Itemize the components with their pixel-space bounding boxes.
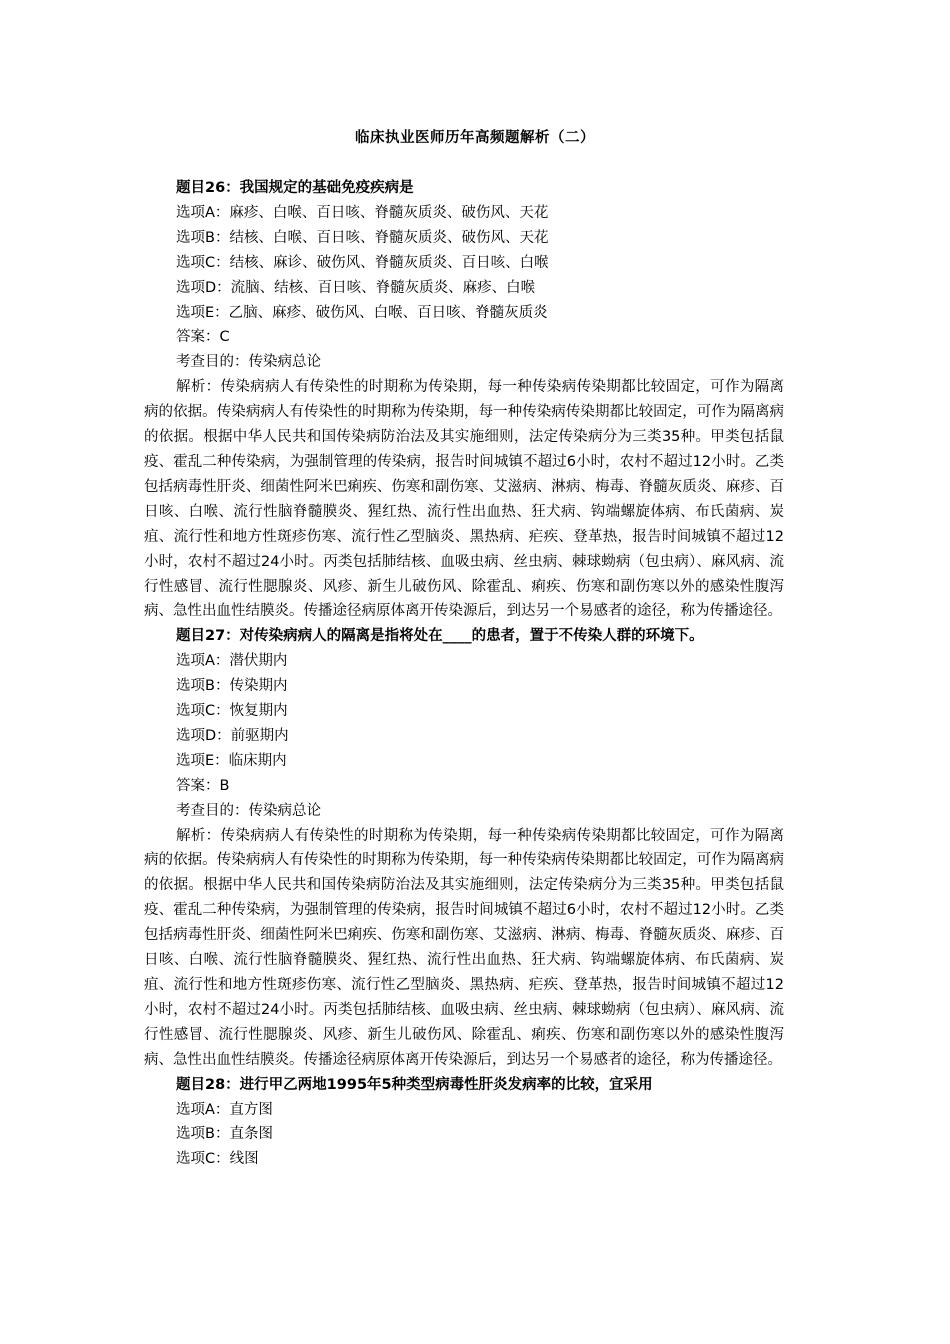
option-line: 选项A：麻疹、白喉、百日咳、脊髓灰质炎、破伤风、天花: [176, 204, 549, 221]
question-header: 题目27：对传染病病人的隔离是指将处在____的患者，置于不传染人群的环境下。: [176, 628, 704, 645]
question-header: 题目26：我国规定的基础免疫疾病是: [176, 180, 414, 196]
option-line: 选项E：临床期内: [176, 752, 287, 769]
purpose-line: 考查目的：传染病总论: [176, 354, 321, 371]
question-block: [144, 624, 816, 1072]
option-line: 选项D：流脑、结核、百日咳、脊髓灰质炎、麻疹、白喉: [176, 279, 536, 296]
option-line: 选项D：前驱期内: [176, 727, 289, 744]
question-header: 题目28：进行甲乙两地1995年5种类型病毒性肝炎发病率的比较，宜采用: [176, 1076, 653, 1093]
option-line: 选项B：传染期内: [176, 678, 288, 695]
answer-line: 答案：B: [176, 777, 230, 794]
question-block: [144, 176, 816, 624]
option-line: 选项C：线图: [176, 1151, 259, 1168]
option-line: 选项C：结核、麻诊、破伤风、脊髓灰质炎、百日咳、白喉: [176, 254, 549, 271]
document-body: [144, 176, 816, 1172]
option-line: 选项B：直条图: [176, 1126, 273, 1143]
analysis-text: 解析：传染病病人有传染性的时期称为传染期，每一种传染病传染期都比较固定，可作为隔离病的依据。传染病病人有传染性的时期称为传染期，每一种传染病传染期都比较固定，可作为隔离病的依据。根据中华人民共和国传染病防治法及其实施细则，法定传染病分为三类35种。甲类包括鼠疫、霍乱二种传染病，为强制管理的传染病，报告时间城镇不超过6小时，农村不超过12小时。乙类包括病毒性肝炎、细菌性阿米巴痢疾、伤寒和副伤寒、艾滋病、淋病、梅毒、脊髓灰质炎、麻疹、百日咳、白喉、流行性脑脊髓膜炎、猩红热、流行性出血热、狂犬病、钩端螺旋体病、布氏菌病、炭疽、流行性和地方性斑疹伤寒、流行性乙型脑炎、黑热病、疟疾、登革热，报告时间城镇不超过12小时，农村不超过24小时。丙类包括肺结核、血吸虫病、丝虫病、棘球蚴病（包虫病）、麻风病、流行性感冒、流行性腮腺炎、风疹、新生儿破伤风、除霍乱、痢疾、伤寒和副伤寒以外的感染性腹泻病、急性出血性结膜炎。传播途径病原体离开传染源后，到达另一个易感者的途径，称为传播途径。: [144, 827, 784, 1068]
analysis-paragraph: [144, 824, 784, 1073]
option-line: 选项E：乙脑、麻疹、破伤风、白喉、百日咳、脊髓灰质炎: [176, 304, 548, 321]
option-line: 选项A：直方图: [176, 1101, 273, 1118]
analysis-paragraph: [144, 375, 784, 624]
analysis-text: 解析：传染病病人有传染性的时期称为传染期，每一种传染病传染期都比较固定，可作为隔离病的依据。传染病病人有传染性的时期称为传染期，每一种传染病传染期都比较固定，可作为隔离病的依据。根据中华人民共和国传染病防治法及其实施细则，法定传染病分为三类35种。甲类包括鼠疫、霍乱二种传染病，为强制管理的传染病，报告时间城镇不超过6小时，农村不超过12小时。乙类包括病毒性肝炎、细菌性阿米巴痢疾、伤寒和副伤寒、艾滋病、淋病、梅毒、脊髓灰质炎、麻疹、百日咳、白喉、流行性脑脊髓膜炎、猩红热、流行性出血热、狂犬病、钩端螺旋体病、布氏菌病、炭疽、流行性和地方性斑疹伤寒、流行性乙型脑炎、黑热病、疟疾、登革热，报告时间城镇不超过12小时，农村不超过24小时。丙类包括肺结核、血吸虫病、丝虫病、棘球蚴病（包虫病）、麻风病、流行性感冒、流行性腮腺炎、风疹、新生儿破伤风、除霍乱、痢疾、伤寒和副伤寒以外的感染性腹泻病、急性出血性结膜炎。传播途径病原体离开传染源后，到达另一个易感者的途径，称为传播途径。: [144, 379, 784, 620]
answer-line: 答案：C: [176, 329, 230, 346]
option-line: 选项C：恢复期内: [176, 703, 288, 720]
question-block: [176, 1073, 816, 1173]
purpose-line: 考查目的：传染病总论: [176, 802, 321, 819]
option-line: 选项A：潜伏期内: [176, 653, 288, 670]
option-line: 选项B：结核、白喉、百日咳、脊髓灰质炎、破伤风、天花: [176, 229, 549, 246]
page-title: 临床执业医师历年高频题解析（二）: [355, 130, 595, 146]
